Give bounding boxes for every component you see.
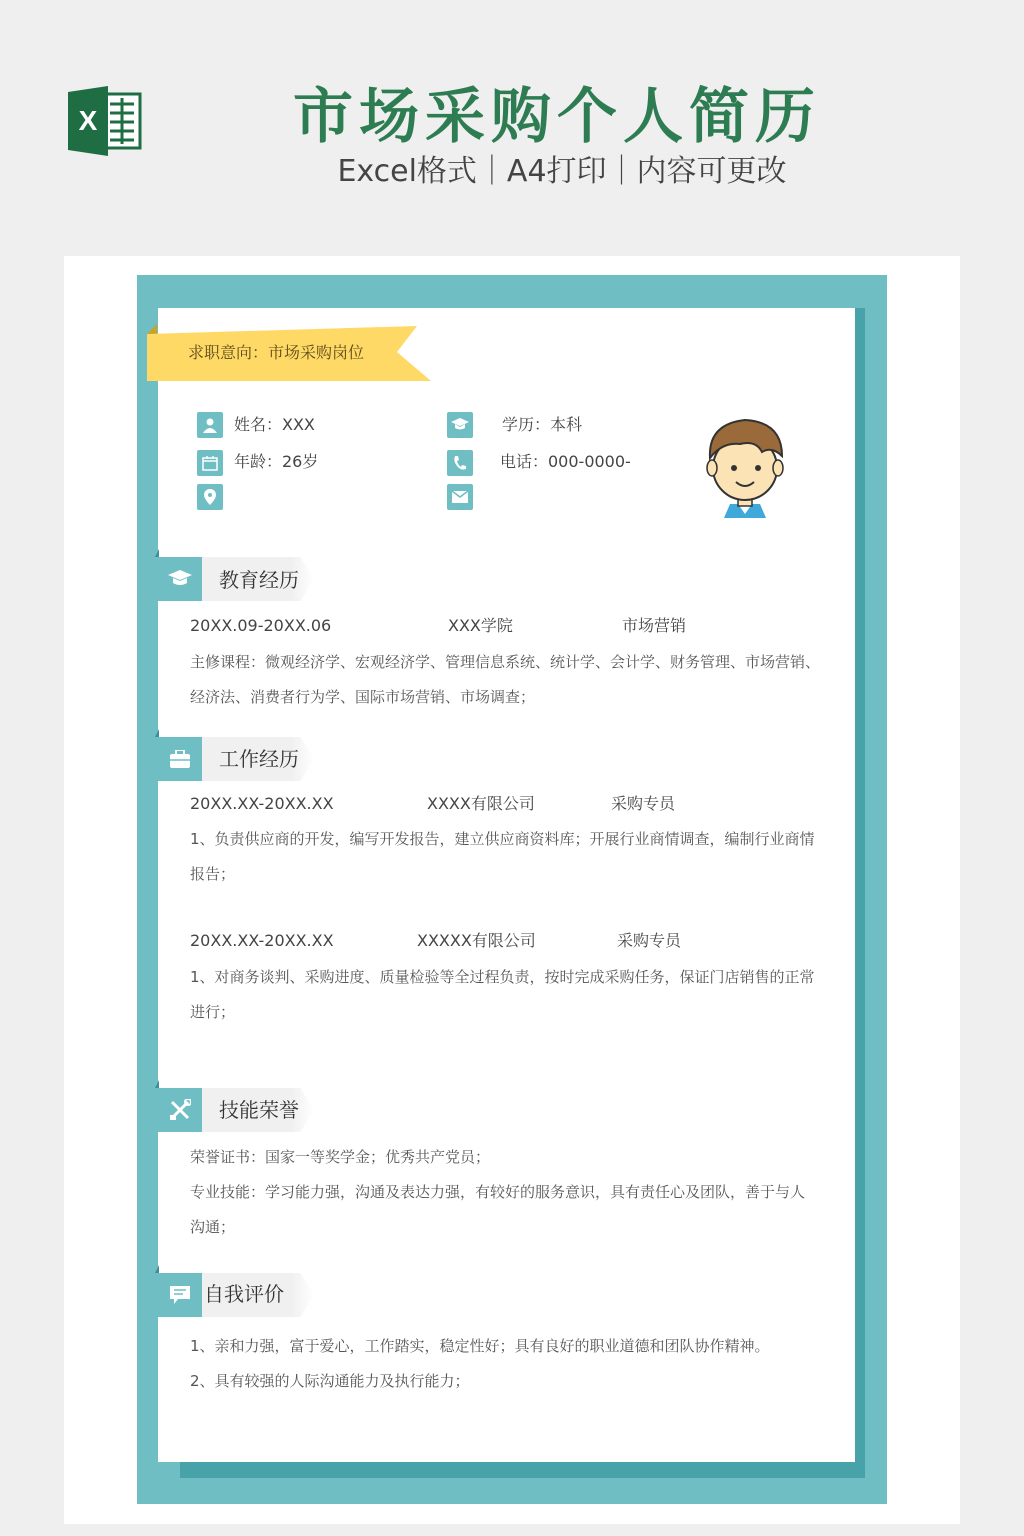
- page-subtitle: Excel格式｜A4打印｜内容可更改: [337, 154, 787, 189]
- section-title-work: 工作经历: [219, 747, 299, 771]
- job-1-desc-2: 报告；: [190, 865, 236, 883]
- section-title-education: 教育经历: [219, 568, 299, 592]
- skills-line-1: 专业技能：学习能力强，沟通及表达力强，有较好的服务意识，具有责任心及团队，善于与人: [190, 1183, 806, 1201]
- edu-courses-2: 经济法、消费者行为学、国际市场营销、市场调查；: [190, 688, 536, 706]
- comment-icon: [158, 1273, 202, 1317]
- info-age: 年龄：26岁: [234, 452, 319, 471]
- edu-school: XXX学院: [448, 616, 513, 635]
- job-2-desc-1: 1、对商务谈判、采购进度、质量检验等全过程负责，按时完成采购任务，保证门店销售的正常: [190, 968, 815, 986]
- section-notch: [155, 1265, 159, 1273]
- section-notch: [155, 729, 159, 737]
- mail-icon: [447, 484, 473, 510]
- briefcase-icon: [158, 737, 202, 781]
- job-1-desc-1: 1、负责供应商的开发，编写开发报告，建立供应商资料库；开展行业商情调查，编制行业商情: [190, 830, 815, 848]
- section-title-skills: 技能荣誉: [219, 1098, 299, 1122]
- info-phone: 电话：000-0000-: [500, 452, 631, 471]
- graduation-cap-icon: [158, 557, 202, 601]
- svg-text:X: X: [78, 105, 98, 136]
- calendar-icon: [197, 450, 223, 476]
- person-icon: [197, 412, 223, 438]
- edu-courses-1: 主修课程：微观经济学、宏观经济学、管理信息系统、统计学、会计学、财务管理、市场营销、: [190, 653, 821, 671]
- page-title: 市场采购个人简历: [293, 82, 821, 152]
- section-title-self-eval: 自我评价: [204, 1282, 284, 1306]
- info-name: 姓名：XXX: [234, 415, 315, 434]
- phone-icon: [447, 450, 473, 476]
- job-1-position: 采购专员: [611, 794, 676, 813]
- skills-honor: 荣誉证书：国家一等奖学金；优秀共产党员；: [190, 1148, 491, 1166]
- avatar: [700, 410, 790, 520]
- location-icon: [197, 484, 223, 510]
- skills-line-2: 沟通；: [190, 1218, 236, 1236]
- self-eval-2: 2、具有较强的人际沟通能力及执行能力；: [190, 1372, 470, 1390]
- graduation-cap-icon: [447, 412, 473, 438]
- section-notch: [155, 549, 159, 557]
- self-eval-1: 1、亲和力强，富于爱心，工作踏实，稳定性好；具有良好的职业道德和团队协作精神。: [190, 1337, 770, 1355]
- info-education: 学历：本科: [502, 415, 583, 434]
- edu-period: 20XX.09-20XX.06: [190, 616, 332, 635]
- section-notch: [155, 1080, 159, 1088]
- job-2-period: 20XX.XX-20XX.XX: [190, 931, 334, 950]
- tools-icon: [158, 1088, 202, 1132]
- job-2-desc-2: 进行；: [190, 1003, 236, 1021]
- job-2-position: 采购专员: [617, 931, 682, 950]
- job-1-period: 20XX.XX-20XX.XX: [190, 794, 334, 813]
- job-intent: 求职意向：市场采购岗位: [188, 343, 365, 362]
- job-2-company: XXXXX有限公司: [417, 931, 536, 950]
- job-1-company: XXXX有限公司: [427, 794, 535, 813]
- edu-major: 市场营销: [622, 616, 687, 635]
